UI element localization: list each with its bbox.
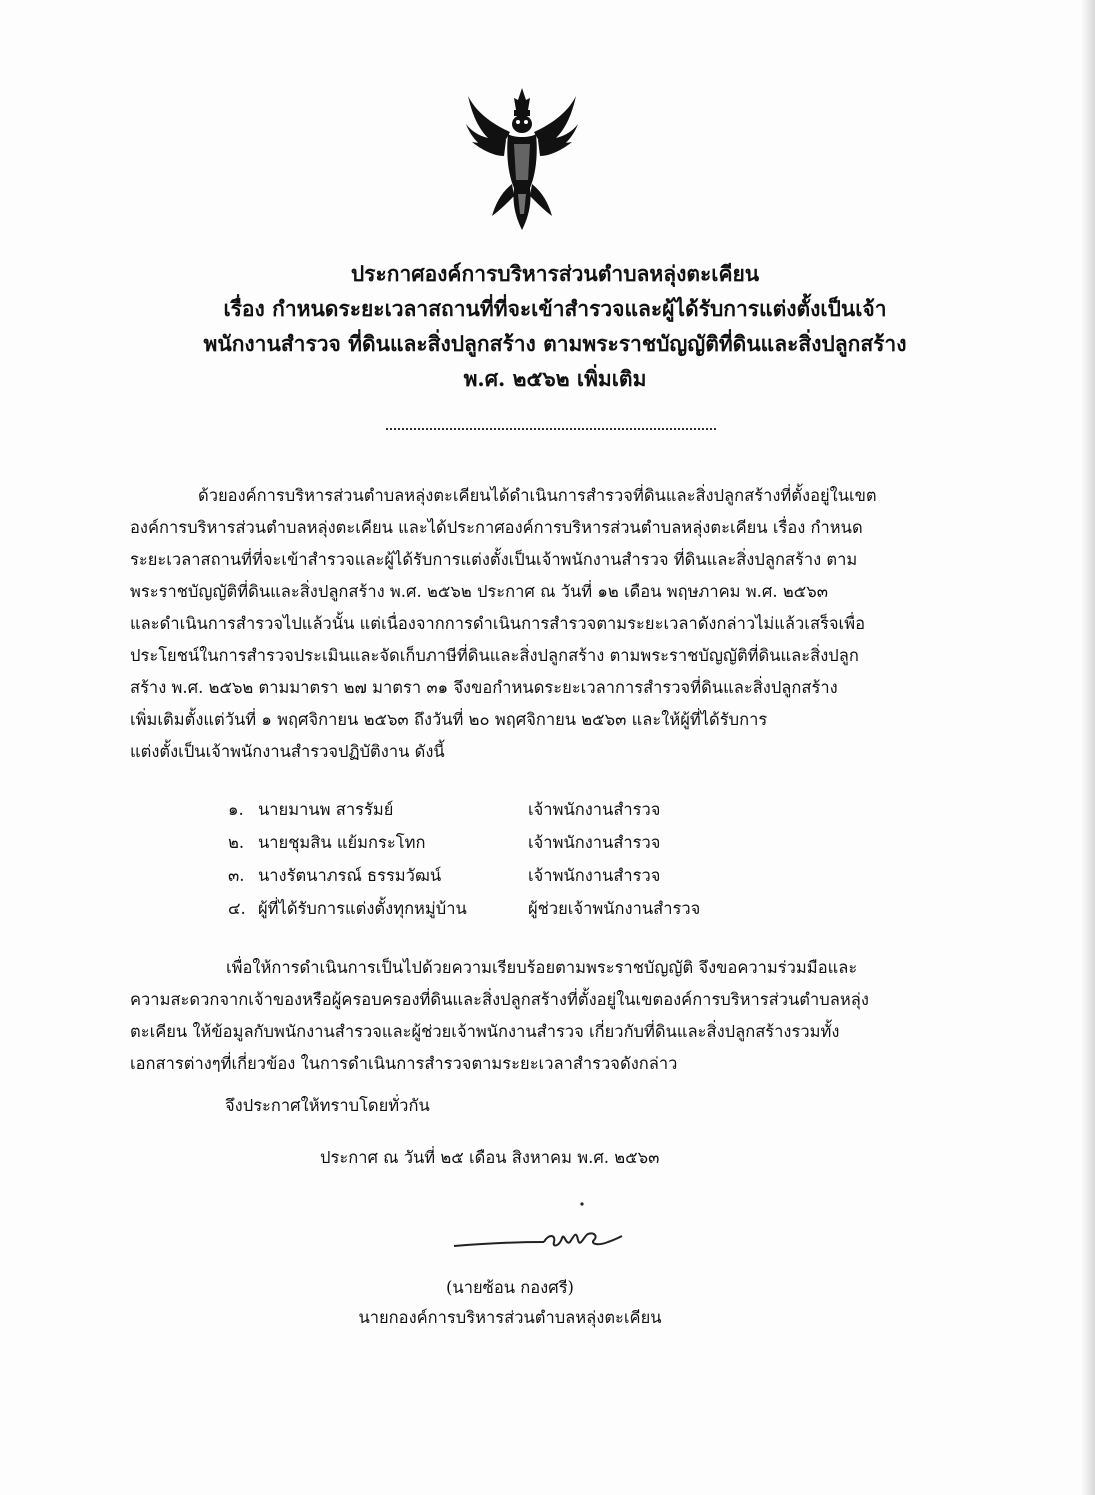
officer-role: เจ้าพนักงานสำรวจ — [528, 833, 661, 852]
title-line: ประกาศองค์การบริหารส่วนตำบลหลุ่งตะเคียน — [350, 261, 760, 286]
paragraph-line: องค์การบริหารส่วนตำบลหลุ่งตะเคียน และได้ประกาศองค์การบริหารส่วนตำบลหลุ่งตะเคียน เรื่อง กำหนด — [130, 518, 863, 537]
officer-name: นายชุมสิน แย้มกระโทก — [258, 833, 426, 852]
officer-number: ๔. — [228, 899, 246, 918]
paragraph-line: สร้าง พ.ศ. ๒๕๖๒ ตามมาตรา ๒๗ มาตรา ๓๑ จึงขอกำหนดระยะเวลาการสำรวจที่ดินและสิ่งปลูกสร้าง — [130, 678, 838, 697]
title-line: พนักงานสำรวจ ที่ดินและสิ่งปลูกสร้าง ตามพระราชบัญญัติที่ดินและสิ่งปลูกสร้าง — [203, 331, 907, 356]
body-paragraph-2 — [130, 952, 950, 1080]
dotted-divider — [386, 428, 716, 430]
officer-number: ๑. — [228, 800, 244, 819]
closing-statement: จึงประกาศให้ทราบโดยทั่วกัน — [225, 1096, 430, 1115]
handwritten-signature-icon — [448, 1190, 628, 1260]
body-paragraph-1 — [130, 480, 950, 768]
page-edge-shadow — [1081, 0, 1095, 1495]
officer-number: ๒. — [228, 833, 245, 852]
officer-name: ผู้ที่ได้รับการแต่งตั้งทุกหมู่บ้าน — [258, 899, 467, 918]
officer-role: เจ้าพนักงานสำรวจ — [528, 800, 661, 819]
officer-name: นายมานพ สารรัมย์ — [258, 800, 394, 819]
officer-role: ผู้ช่วยเจ้าพนักงานสำรวจ — [528, 899, 701, 918]
announcement-title — [110, 256, 1000, 396]
garuda-emblem-icon — [462, 84, 582, 234]
paragraph-line: เอกสารต่างๆที่เกี่ยวข้อง ในการดำเนินการสำรวจตามระยะเวลาสำรวจดังกล่าว — [130, 1054, 678, 1073]
paragraph-line: ตะเคียน ให้ข้อมูลกับพนักงานสำรวจและผู้ช่วยเจ้าพนักงานสำรวจ เกี่ยวกับที่ดินและสิ่งปลูกสร้างรวมทั้ง — [130, 1022, 840, 1041]
paragraph-line: ด้วยองค์การบริหารส่วนตำบลหลุ่งตะเคียนได้ดำเนินการสำรวจที่ดินและสิ่งปลูกสร้างที่ตั้งอยู่ในเขต — [198, 486, 877, 505]
officer-number: ๓. — [228, 866, 245, 885]
paragraph-line: และดำเนินการสำรวจไปแล้วนั้น แต่เนื่องจากการดำเนินการสำรวจตามระยะเวลาดังกล่าวไม่แล้วเสร็จเพื่อ — [130, 614, 865, 633]
title-line: เรื่อง กำหนดระยะเวลาสถานที่ที่จะเข้าสำรวจและผู้ได้รับการแต่งตั้งเป็นเจ้า — [223, 296, 887, 321]
officer-row — [228, 793, 828, 826]
paragraph-line: พระราชบัญญัติที่ดินและสิ่งปลูกสร้าง พ.ศ. ๒๕๖๒ ประกาศ ณ วันที่ ๑๒ เดือน พฤษภาคม พ.ศ. ๒๕๖๓ — [130, 582, 828, 601]
signer-name: (นายซ้อน กองศรี) — [445, 1278, 574, 1297]
paragraph-line: เพื่อให้การดำเนินการเป็นไปด้วยความเรียบร้อยตามพระราชบัญญัติ จึงขอความร่วมมือและ — [226, 958, 858, 977]
officer-list — [228, 793, 828, 925]
announcement-date: ประกาศ ณ วันที่ ๒๕ เดือน สิงหาคม พ.ศ. ๒๕๖๓ — [320, 1148, 660, 1167]
title-line: พ.ศ. ๒๕๖๒ เพิ่มเติม — [463, 366, 647, 391]
paragraph-line: ประโยชน์ในการสำรวจประเมินและจัดเก็บภาษีที่ดินและสิ่งปลูกสร้าง ตามพระราชบัญญัติที่ดินและสิ่งปลูก — [130, 646, 859, 665]
officer-row — [228, 826, 828, 859]
paragraph-line: แต่งตั้งเป็นเจ้าพนักงานสำรวจปฏิบัติงาน ดังนี้ — [130, 742, 445, 761]
paragraph-line: ความสะดวกจากเจ้าของหรือผู้ครอบครองที่ดินและสิ่งปลูกสร้างที่ตั้งอยู่ในเขตองค์การบริหารส่วนตำบลหลุ่ง — [130, 990, 869, 1009]
officer-row — [228, 859, 828, 892]
signer-title: นายกองค์การบริหารส่วนตำบลหลุ่งตะเคียน — [358, 1308, 662, 1327]
paragraph-line: เพิ่มเติมตั้งแต่วันที่ ๑ พฤศจิกายน ๒๕๖๓ ถึงวันที่ ๒๐ พฤศจิกายน ๒๕๖๓ และให้ผู้ที่ได้รับการ — [130, 710, 768, 729]
officer-role: เจ้าพนักงานสำรวจ — [528, 866, 661, 885]
officer-name: นางรัตนาภรณ์ ธรรมวัฒน์ — [258, 866, 442, 885]
officer-row — [228, 892, 828, 925]
paragraph-line: ระยะเวลาสถานที่ที่จะเข้าสำรวจและผู้ได้รับการแต่งตั้งเป็นเจ้าพนักงานสำรวจ ที่ดินและสิ่งปลูกสร้าง ตาม — [130, 550, 858, 569]
